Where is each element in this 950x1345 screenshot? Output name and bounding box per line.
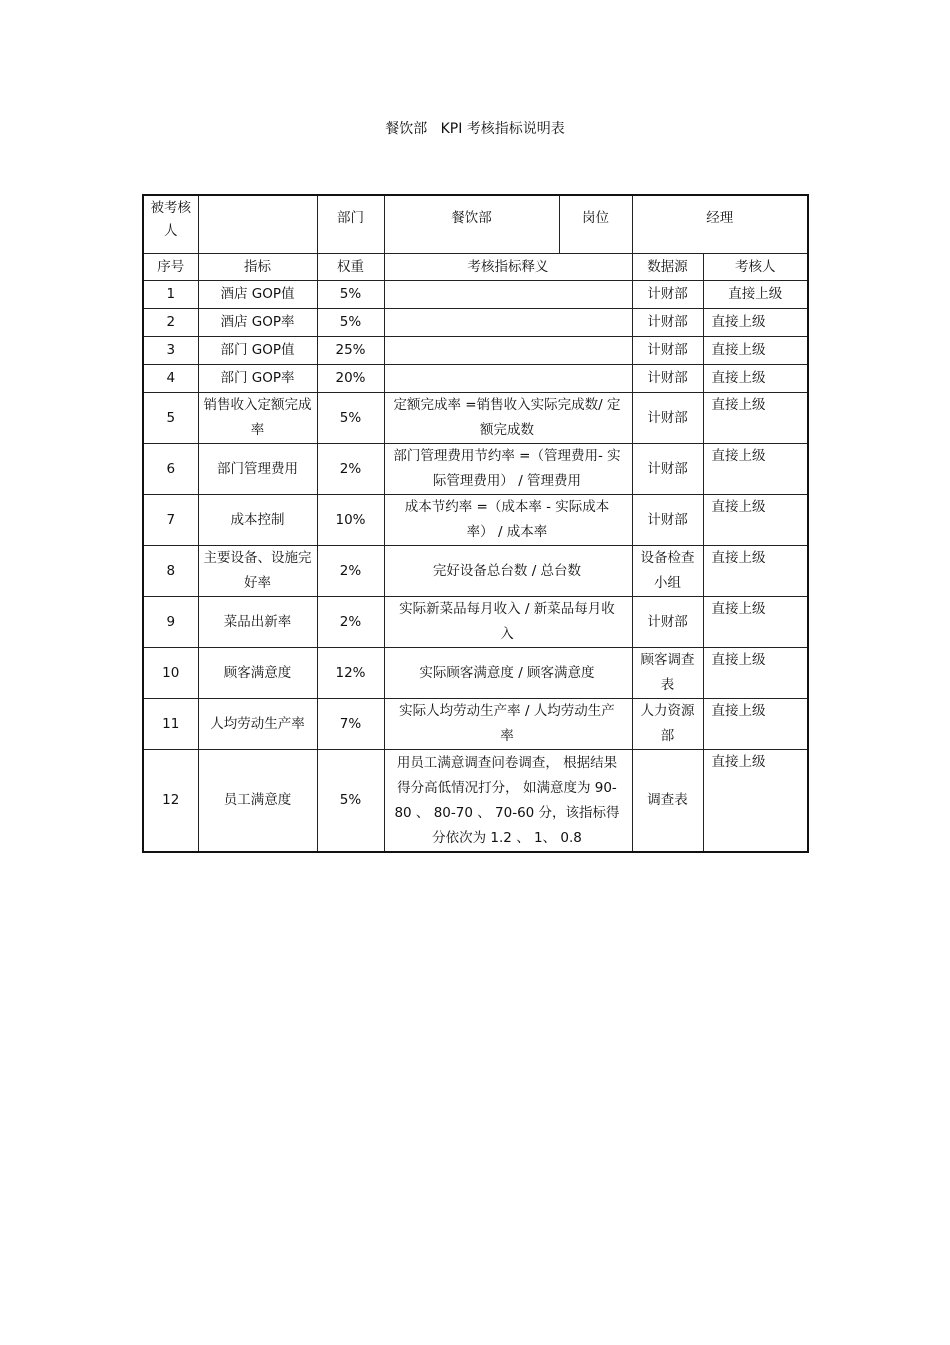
row-indicator: 菜品出新率 [198, 597, 317, 648]
row-source: 计财部 [632, 393, 703, 444]
row-explanation [384, 309, 632, 337]
row-assessor: 直接上级 [703, 309, 808, 337]
row-source: 人力资源部 [632, 699, 703, 750]
row-source: 计财部 [632, 597, 703, 648]
row-indicator: 酒店 GOP率 [198, 309, 317, 337]
row-source: 计财部 [632, 281, 703, 309]
row-weight: 5% [317, 393, 384, 444]
row-explanation: 实际人均劳动生产率 / 人均劳动生产率 [384, 699, 632, 750]
row-assessor: 直接上级 [703, 365, 808, 393]
row-no: 11 [143, 699, 198, 750]
row-weight: 20% [317, 365, 384, 393]
column-header-source: 数据源 [632, 254, 703, 281]
department-label: 部门 [317, 195, 384, 254]
row-source: 设备检查小组 [632, 546, 703, 597]
table-row [143, 546, 808, 597]
row-no: 9 [143, 597, 198, 648]
position-value: 经理 [632, 195, 808, 254]
row-explanation: 实际新菜品每月收入 / 新菜品每月收入 [384, 597, 632, 648]
column-header-explanation: 考核指标释义 [384, 254, 632, 281]
column-header-assessor: 考核人 [703, 254, 808, 281]
examinee-label: 被考核人 [143, 195, 198, 254]
row-assessor: 直接上级 [703, 281, 808, 309]
row-source: 计财部 [632, 365, 703, 393]
column-header-indicator: 指标 [198, 254, 317, 281]
row-indicator: 部门 GOP值 [198, 337, 317, 365]
kpi-table [142, 194, 809, 853]
row-no: 8 [143, 546, 198, 597]
row-assessor: 直接上级 [703, 750, 808, 853]
row-indicator: 顾客满意度 [198, 648, 317, 699]
row-no: 4 [143, 365, 198, 393]
table-row [143, 699, 808, 750]
row-weight: 25% [317, 337, 384, 365]
row-assessor: 直接上级 [703, 337, 808, 365]
row-explanation: 实际顾客满意度 / 顾客满意度 [384, 648, 632, 699]
row-explanation: 部门管理费用节约率 =（管理费用- 实际管理费用） / 管理费用 [384, 444, 632, 495]
row-indicator: 主要设备、设施完好率 [198, 546, 317, 597]
table-row [143, 337, 808, 365]
row-weight: 10% [317, 495, 384, 546]
row-weight: 7% [317, 699, 384, 750]
row-assessor: 直接上级 [703, 648, 808, 699]
row-assessor: 直接上级 [703, 444, 808, 495]
row-no: 6 [143, 444, 198, 495]
row-indicator: 销售收入定额完成率 [198, 393, 317, 444]
table-header-info-row [143, 195, 808, 254]
row-source: 计财部 [632, 337, 703, 365]
row-indicator: 酒店 GOP值 [198, 281, 317, 309]
row-weight: 12% [317, 648, 384, 699]
row-assessor: 直接上级 [703, 546, 808, 597]
row-source: 调查表 [632, 750, 703, 853]
row-assessor: 直接上级 [703, 597, 808, 648]
column-header-weight: 权重 [317, 254, 384, 281]
row-source: 计财部 [632, 495, 703, 546]
table-row [143, 393, 808, 444]
row-no: 7 [143, 495, 198, 546]
table-row [143, 648, 808, 699]
row-assessor: 直接上级 [703, 495, 808, 546]
row-indicator: 人均劳动生产率 [198, 699, 317, 750]
row-indicator: 部门 GOP率 [198, 365, 317, 393]
row-no: 1 [143, 281, 198, 309]
table-row [143, 597, 808, 648]
row-weight: 5% [317, 309, 384, 337]
department-value: 餐饮部 [384, 195, 559, 254]
row-weight: 5% [317, 281, 384, 309]
row-assessor: 直接上级 [703, 699, 808, 750]
row-assessor: 直接上级 [703, 393, 808, 444]
table-row [143, 495, 808, 546]
row-explanation: 定额完成率 =销售收入实际完成数/ 定额完成数 [384, 393, 632, 444]
column-header-no: 序号 [143, 254, 198, 281]
row-no: 2 [143, 309, 198, 337]
row-explanation [384, 365, 632, 393]
row-indicator: 成本控制 [198, 495, 317, 546]
row-source: 计财部 [632, 444, 703, 495]
row-weight: 2% [317, 597, 384, 648]
table-column-header-row [143, 254, 808, 281]
row-no: 5 [143, 393, 198, 444]
row-indicator: 部门管理费用 [198, 444, 317, 495]
row-weight: 5% [317, 750, 384, 853]
row-no: 12 [143, 750, 198, 853]
table-row [143, 444, 808, 495]
page-title: 餐饮部 KPI 考核指标说明表 [385, 121, 565, 137]
row-explanation: 完好设备总台数 / 总台数 [384, 546, 632, 597]
row-source: 顾客调查表 [632, 648, 703, 699]
row-explanation: 成本节约率 =（成本率 - 实际成本率） / 成本率 [384, 495, 632, 546]
row-indicator: 员工满意度 [198, 750, 317, 853]
table-row [143, 365, 808, 393]
row-explanation [384, 337, 632, 365]
row-no: 10 [143, 648, 198, 699]
row-no: 3 [143, 337, 198, 365]
row-explanation [384, 281, 632, 309]
table-row [143, 750, 808, 853]
table-row [143, 309, 808, 337]
row-explanation: 用员工满意调查问卷调查， 根据结果得分高低情况打分， 如满意度为 90-80 、 80-70 、 70-60 分，该指标得分依次为 1.2 、 1、 0.8 [384, 750, 632, 853]
row-source: 计财部 [632, 309, 703, 337]
table-row [143, 281, 808, 309]
row-weight: 2% [317, 444, 384, 495]
examinee-value [198, 195, 317, 254]
row-weight: 2% [317, 546, 384, 597]
position-label: 岗位 [559, 195, 632, 254]
